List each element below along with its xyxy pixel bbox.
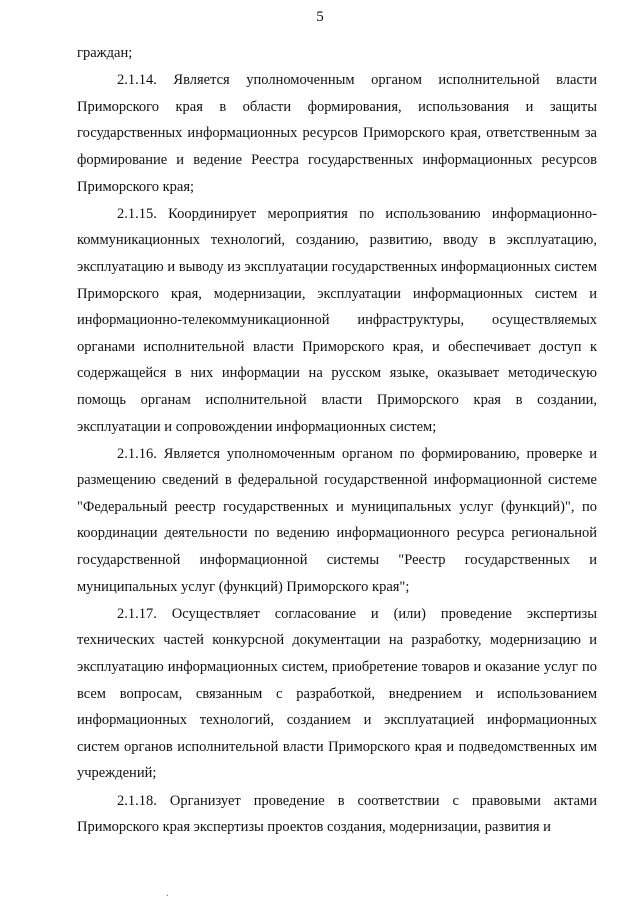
- paragraph-2-1-14: 2.1.14. Является уполномоченным органом исполнительной власти Приморского края в области формирования, использования и защиты государственных информационных ресурсов Приморского края, ответственным за формирование и ведение Реестра государственных информационных ресурсов Приморского края;: [77, 72, 597, 195]
- paragraph-2-1-16: 2.1.16. Является уполномоченным органом по формированию, проверке и размещению сведений в федеральной государственной информационной системе "Федеральный реестр государственных и муниципальных услуг (функций)", по координации деятельности по ведению информационного ресурса региональной государственной информационной системы "Реестр государственных и муниципальных услуг (функций) Приморского края";: [77, 445, 597, 595]
- document-body: [77, 40, 597, 841]
- paragraph-2-1-17: 2.1.17. Осуществляет согласование и (или) проведение экспертизы технических частей конкурсной документации на разработку, модернизацию и эксплуатацию информационных систем, приобретение товаров и оказание услуг по всем вопросам, связанным с разработкой, внедрением и использованием информационных технологий, созданием и эксплуатацией информационных систем органов исполнительной власти Приморского края и подведомственных им учреждений;: [77, 605, 597, 782]
- paragraph-2-1-18: 2.1.18. Организует проведение в соответствии с правовыми актами Приморского края экспертизы проектов создания, модернизации, развития и: [77, 792, 597, 836]
- footer-mark: .: [166, 888, 169, 899]
- paragraph-continuation: граждан;: [77, 45, 133, 61]
- paragraph-2-1-15: 2.1.15. Координирует мероприятия по использованию информационно-коммуникационных технологий, созданию, развитию, вводу в эксплуатацию, эксплуатацию и выводу из эксплуатации государственных информационных систем Приморского края, модернизации, эксплуатации информационных систем и информационно-телекоммуникационной инфраструктуры, осуществляемых органами исполнительной власти Приморского края, и обеспечивает доступ к содержащейся в них информации на русском языке, оказывает методическую помощь органам исполнительной власти Приморского края в создании, эксплуатации и сопровождении информационных систем;: [77, 205, 597, 435]
- page-number: 5: [316, 9, 324, 25]
